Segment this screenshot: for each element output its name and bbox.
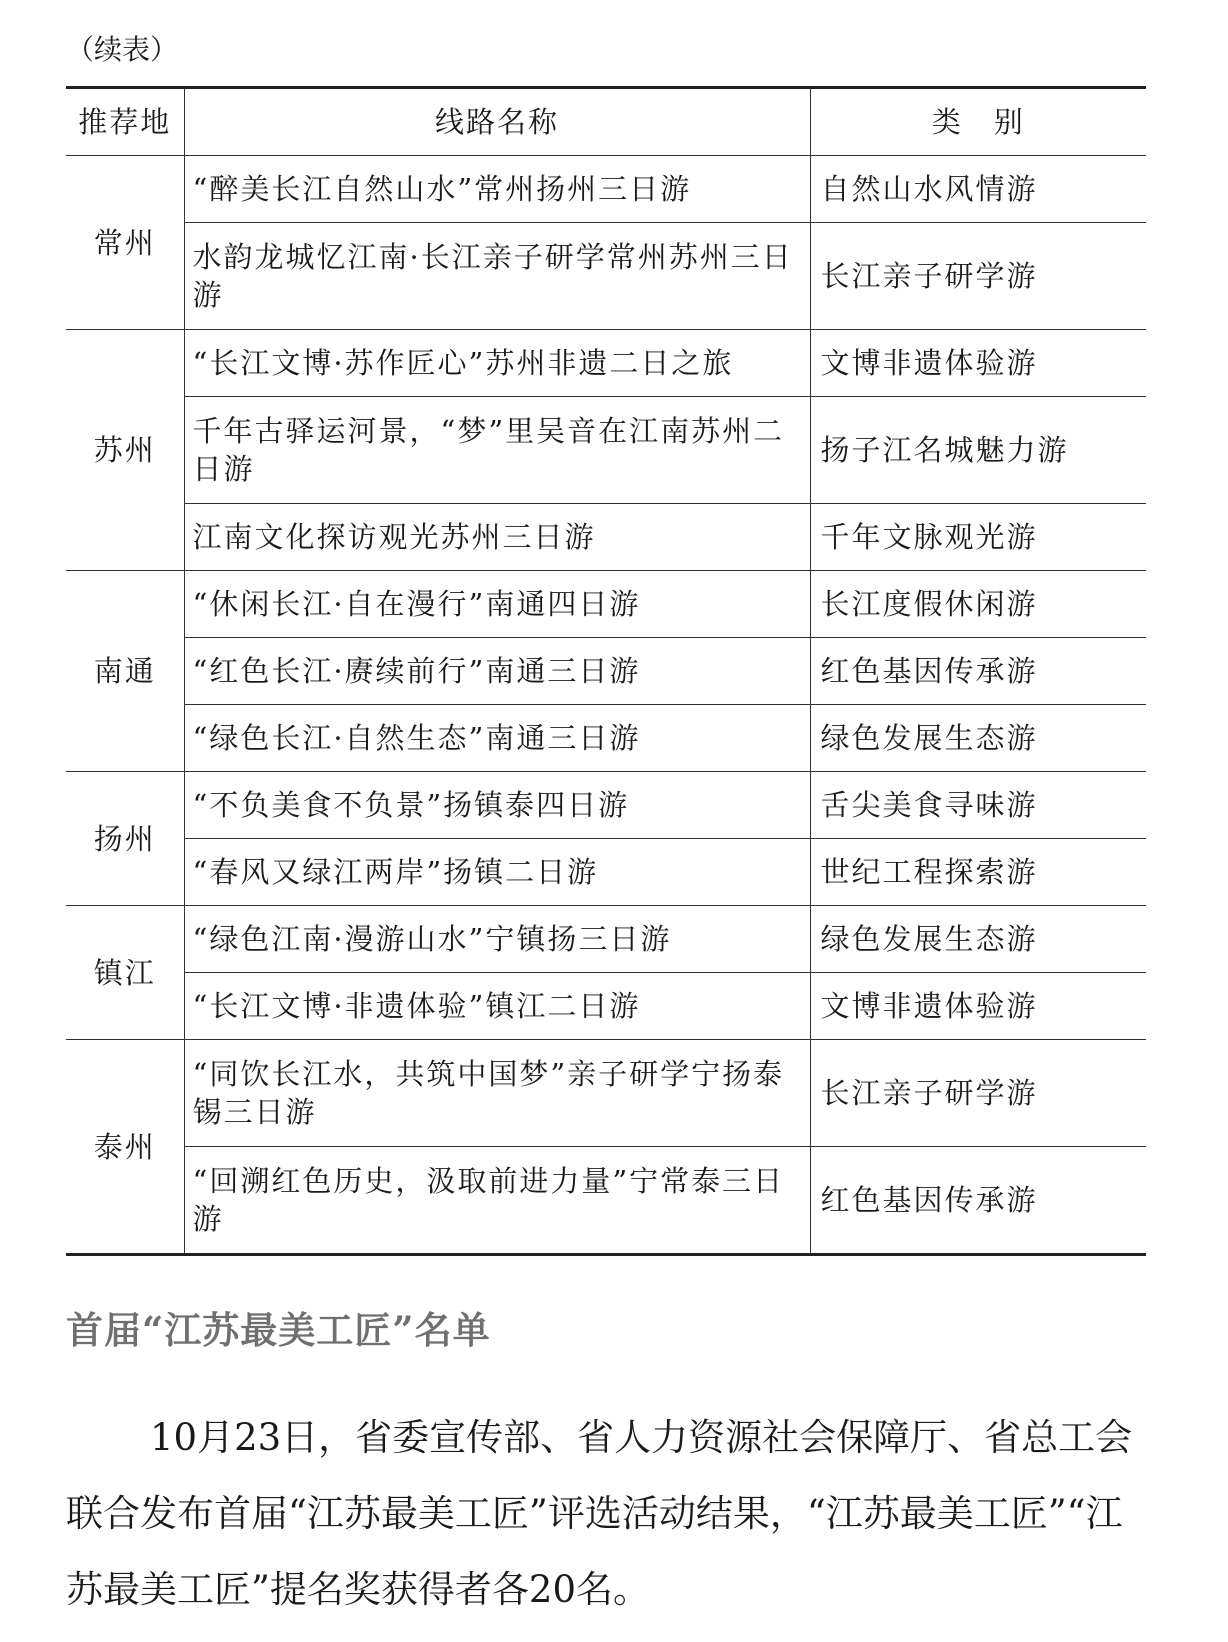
recommend-place-cell: 镇江 xyxy=(66,906,184,1040)
table-row xyxy=(66,1040,1146,1147)
category-cell: 长江亲子研学游 xyxy=(810,1040,1146,1147)
table-body xyxy=(66,156,1146,1255)
category-cell: 长江度假休闲游 xyxy=(810,571,1146,638)
category-cell: 自然山水风情游 xyxy=(810,156,1146,223)
route-name-cell: “回溯红色历史，汲取前进力量”宁常泰三日游 xyxy=(184,1147,810,1255)
category-cell: 红色基因传承游 xyxy=(810,638,1146,705)
category-cell: 长江亲子研学游 xyxy=(810,223,1146,330)
recommend-place-cell: 苏州 xyxy=(66,330,184,571)
route-name-cell: “长江文博·苏作匠心”苏州非遗二日之旅 xyxy=(184,330,810,397)
recommend-place-cell: 南通 xyxy=(66,571,184,772)
recommend-place-cell: 常州 xyxy=(66,156,184,330)
category-cell: 红色基因传承游 xyxy=(810,1147,1146,1255)
category-cell: 绿色发展生态游 xyxy=(810,705,1146,772)
route-name-cell: 千年古驿运河景，“梦”里吴音在江南苏州二日游 xyxy=(184,397,810,504)
body-paragraph: 10月23日，省委宣传部、省人力资源社会保障厅、省总工会联合发布首届“江苏最美工匠”评选活动结果，“江苏最美工匠”“江苏最美工匠”提名奖获得者各20名。 xyxy=(66,1416,1133,1611)
table-row xyxy=(66,638,1146,705)
header-category: 类 别 xyxy=(810,88,1146,156)
route-name-cell: “长江文博·非遗体验”镇江二日游 xyxy=(184,973,810,1040)
table-row xyxy=(66,973,1146,1040)
table-row xyxy=(66,839,1146,906)
table-header-row xyxy=(66,88,1146,156)
route-name-cell: “红色长江·赓续前行”南通三日游 xyxy=(184,638,810,705)
recommend-place-cell: 扬州 xyxy=(66,772,184,906)
table-row xyxy=(66,330,1146,397)
table-row xyxy=(66,906,1146,973)
category-cell: 扬子江名城魅力游 xyxy=(810,397,1146,504)
route-name-cell: 水韵龙城忆江南·长江亲子研学常州苏州三日游 xyxy=(184,223,810,330)
table-row xyxy=(66,504,1146,571)
table-row xyxy=(66,571,1146,638)
route-name-cell: “醉美长江自然山水”常州扬州三日游 xyxy=(184,156,810,223)
route-name-cell: 江南文化探访观光苏州三日游 xyxy=(184,504,810,571)
tour-routes-table xyxy=(66,86,1146,1256)
recommend-place-cell: 泰州 xyxy=(66,1040,184,1255)
category-cell: 绿色发展生态游 xyxy=(810,906,1146,973)
route-name-cell: “绿色长江·自然生态”南通三日游 xyxy=(184,705,810,772)
table-row xyxy=(66,1147,1146,1255)
category-cell: 文博非遗体验游 xyxy=(810,973,1146,1040)
category-cell: 文博非遗体验游 xyxy=(810,330,1146,397)
continued-table-label: （续表） xyxy=(66,33,179,66)
header-route: 线路名称 xyxy=(184,88,810,156)
section-title: 首届“江苏最美工匠”名单 xyxy=(66,1308,491,1352)
header-place: 推荐地 xyxy=(66,88,184,156)
category-cell: 舌尖美食寻味游 xyxy=(810,772,1146,839)
route-name-cell: “春风又绿江两岸”扬镇二日游 xyxy=(184,839,810,906)
route-name-cell: “绿色江南·漫游山水”宁镇扬三日游 xyxy=(184,906,810,973)
route-name-cell: “不负美食不负景”扬镇泰四日游 xyxy=(184,772,810,839)
category-cell: 千年文脉观光游 xyxy=(810,504,1146,571)
table-row xyxy=(66,772,1146,839)
table-row xyxy=(66,156,1146,223)
route-name-cell: “休闲长江·自在漫行”南通四日游 xyxy=(184,571,810,638)
table-row xyxy=(66,397,1146,504)
table-row xyxy=(66,705,1146,772)
category-cell: 世纪工程探索游 xyxy=(810,839,1146,906)
table-row xyxy=(66,223,1146,330)
route-name-cell: “同饮长江水，共筑中国梦”亲子研学宁扬泰锡三日游 xyxy=(184,1040,810,1147)
